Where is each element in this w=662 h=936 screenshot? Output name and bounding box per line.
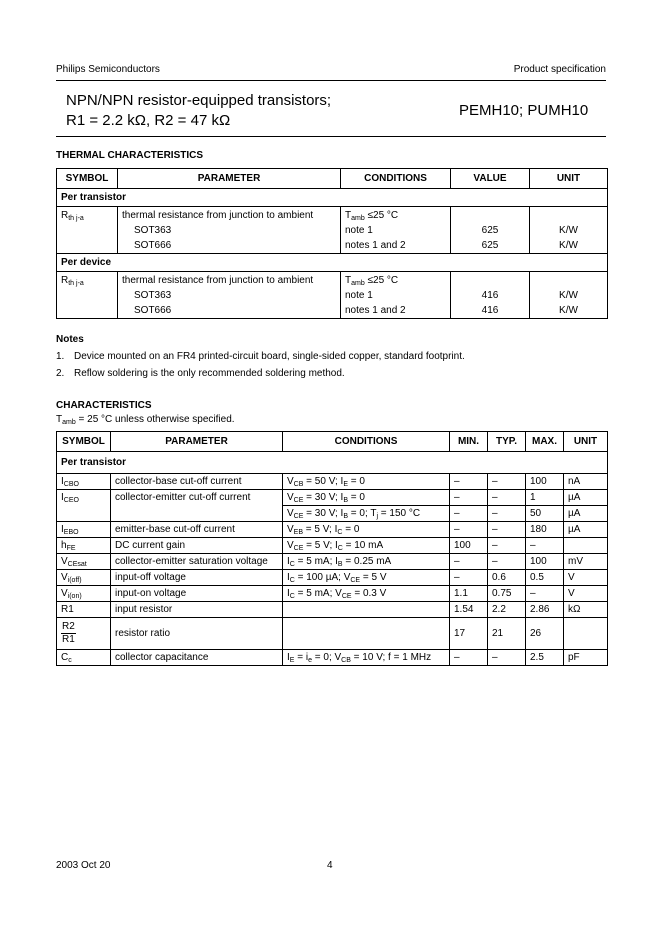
header-rule <box>56 80 606 81</box>
parameter-cell: thermal resistance from junction to ambient SOT363 SOT666 <box>118 272 341 319</box>
table-cell: V <box>564 586 608 602</box>
table-cell <box>57 490 111 506</box>
subscript-text: C <box>289 561 295 568</box>
table-row <box>57 522 608 538</box>
table-row <box>57 586 608 602</box>
table-cell: collector-emitter cut-off current <box>111 490 283 506</box>
cell-text: = 150 °C <box>378 508 421 519</box>
table-cell: input-on voltage <box>111 586 283 602</box>
table-cell: – <box>488 650 526 666</box>
table-cell: – <box>488 474 526 490</box>
table-cell: Per transistor <box>57 452 608 474</box>
table-cell: 2.86 <box>526 602 564 618</box>
characteristics-heading: CHARACTERISTICS <box>56 400 152 411</box>
table-cell: pF <box>564 650 608 666</box>
subscript-text: j <box>376 513 379 520</box>
group-row <box>57 189 608 207</box>
table-cell: µA <box>564 506 608 522</box>
value-cell: 625 625 <box>451 207 530 254</box>
table-cell: – <box>488 490 526 506</box>
table-row <box>57 618 608 650</box>
cell-text: = 5 mA; I <box>294 556 338 567</box>
subscript-text: B <box>343 513 349 520</box>
table-cell: 17 <box>450 618 488 650</box>
subscript-text: i(on) <box>67 593 82 600</box>
table-cell: 100 <box>526 554 564 570</box>
table-cell <box>57 586 111 602</box>
table-cell: input-off voltage <box>111 570 283 586</box>
conditions-cell: $T_{amb} \le 25$ °C note 1 notes 1 and 2 <box>341 272 451 319</box>
table-cell <box>57 538 111 554</box>
col-symbol: SYMBOL <box>57 169 118 189</box>
table-cell: – <box>488 554 526 570</box>
table-cell: 180 <box>526 522 564 538</box>
subscript-text: c <box>68 657 72 664</box>
cell-text: = 50 V; I <box>303 476 344 487</box>
table-cell: 0.6 <box>488 570 526 586</box>
table-cell: – <box>526 586 564 602</box>
table-cell: – <box>450 474 488 490</box>
cell-text: V <box>61 588 68 599</box>
table-cell: – <box>450 650 488 666</box>
table-cell: collector-base cut-off current <box>111 474 283 490</box>
characteristics-table <box>56 431 608 666</box>
page-number: 4 <box>327 860 333 871</box>
document-type: Product specification <box>513 64 606 75</box>
cell-text: = 5 V <box>360 572 387 583</box>
cell-text: I <box>61 524 64 535</box>
parameter-cell: thermal resistance from junction to ambient SOT363 SOT666 <box>118 207 341 254</box>
cell-text: ≤25 °C <box>364 210 399 221</box>
subscript-text: C <box>289 577 295 584</box>
cell-text: T <box>345 275 352 286</box>
subscript-text: CE <box>341 593 352 600</box>
subscript-text: B <box>343 497 349 504</box>
note-2 <box>56 368 345 379</box>
table-cell: 1.54 <box>450 602 488 618</box>
cell-text: = 0.3 V <box>351 588 387 599</box>
thermal-heading: THERMAL CHARACTERISTICS <box>56 150 204 161</box>
cell-text: R <box>61 275 69 286</box>
cell-text: I <box>61 476 64 487</box>
cell-text: ≤25 °C <box>364 275 399 286</box>
table-cell: resistor ratio <box>111 618 283 650</box>
table-row <box>57 554 608 570</box>
value-cell: 416 416 <box>451 272 530 319</box>
cell-text: = 0 <box>348 476 365 487</box>
thermal-header-row <box>57 169 608 189</box>
table-cell: collector-emitter saturation voltage <box>111 554 283 570</box>
table-row <box>57 602 608 618</box>
table-cell <box>283 506 450 522</box>
symbol-cell <box>57 207 118 254</box>
cell-text: T <box>345 210 352 221</box>
unit-cell: K/W K/W <box>530 272 608 319</box>
cell-text: Reflow soldering is the only recommended soldering method. <box>74 368 345 379</box>
table-cell <box>564 538 608 554</box>
subscript-text: B <box>337 561 343 568</box>
table-cell: 100 <box>526 474 564 490</box>
table-cell: 26 <box>526 618 564 650</box>
subscript-text: CE <box>350 577 361 584</box>
cell-text: = 0; T <box>348 508 377 519</box>
table-cell <box>57 650 111 666</box>
table-cell: Per transistor <box>57 189 608 207</box>
cell-text: T <box>56 414 63 425</box>
cell-text: = 5 V; I <box>303 524 338 535</box>
table-row <box>57 570 608 586</box>
table-row <box>57 207 608 254</box>
col-symbol: SYMBOL <box>57 432 111 452</box>
cell-text: = 0; V <box>311 652 342 663</box>
cell-text: = 0 <box>348 492 365 503</box>
cell-text: Device mounted on an FR4 printed-circuit board, single-sided copper, standard footprint. <box>74 351 465 362</box>
table-cell: input resistor <box>111 602 283 618</box>
table-cell: – <box>450 490 488 506</box>
table-cell <box>283 602 450 618</box>
table-cell <box>283 490 450 506</box>
cell-text: I <box>61 492 64 503</box>
table-cell: 2.5 <box>526 650 564 666</box>
cell-text: = 10 V; f = 1 MHz <box>350 652 432 663</box>
cell-text: 2. <box>56 368 65 379</box>
cell-text: = 10 mA <box>342 540 384 551</box>
cell-text: R2 <box>62 621 75 632</box>
col-unit: UNIT <box>564 432 608 452</box>
cell-text: I <box>287 588 290 599</box>
table-cell: mV <box>564 554 608 570</box>
subscript-text: C <box>337 545 343 552</box>
table-cell <box>283 650 450 666</box>
col-max: MAX. <box>526 432 564 452</box>
table-cell <box>57 506 111 522</box>
col-min: MIN. <box>450 432 488 452</box>
table-cell: 50 <box>526 506 564 522</box>
cell-text: I <box>287 572 290 583</box>
cell-text: 1. <box>56 351 65 362</box>
table-cell: µA <box>564 522 608 538</box>
table-cell: – <box>526 538 564 554</box>
subscript-text: CBO <box>63 481 79 488</box>
table-cell <box>57 554 111 570</box>
cell-text: = 30 V; I <box>303 508 344 519</box>
cell-text: V <box>287 524 294 535</box>
subscript-text: amb <box>351 215 365 222</box>
subscript-text: CEsat <box>67 561 87 568</box>
group-row <box>57 452 608 474</box>
cell-text: V <box>61 556 68 567</box>
characteristics-header-row <box>57 432 608 452</box>
cell-text: = 0 <box>342 524 360 535</box>
table-row <box>57 474 608 490</box>
cell-text: I <box>287 556 290 567</box>
table-cell: – <box>488 506 526 522</box>
cell-text: V <box>287 476 294 487</box>
subscript-text: CE <box>293 513 304 520</box>
table-cell: 0.5 <box>526 570 564 586</box>
table-cell <box>57 570 111 586</box>
cell-text: R <box>61 210 69 221</box>
thermal-table <box>56 168 608 319</box>
table-cell <box>283 554 450 570</box>
cell-text: = 5 mA; V <box>294 588 342 599</box>
cell-text: = 5 V; I <box>303 540 338 551</box>
table-cell: emitter-base cut-off current <box>111 522 283 538</box>
table-cell <box>564 618 608 650</box>
cell-text: V <box>287 540 294 551</box>
subscript-text: EBO <box>63 529 79 536</box>
table-cell: 2.2 <box>488 602 526 618</box>
table-row <box>57 490 608 506</box>
col-value: VALUE <box>451 169 530 189</box>
group-row <box>57 254 608 272</box>
col-typ: TYP. <box>488 432 526 452</box>
notes-heading: Notes <box>56 334 84 345</box>
table-cell <box>283 586 450 602</box>
characteristics-subtitle <box>56 414 235 425</box>
conditions-cell: $T_{amb} \le 25$ °C note 1 notes 1 and 2 <box>341 207 451 254</box>
subscript-text: E <box>289 657 295 664</box>
cell-text <box>61 621 76 646</box>
header-rule-bottom <box>56 136 606 137</box>
col-conditions: CONDITIONS <box>341 169 451 189</box>
subscript-text: E <box>343 481 349 488</box>
cell-text: h <box>61 540 67 551</box>
table-cell: collector capacitance <box>111 650 283 666</box>
table-row <box>57 538 608 554</box>
table-cell: V <box>564 570 608 586</box>
subscript-text: C <box>337 529 343 536</box>
table-cell <box>283 570 450 586</box>
subscript-text: amb <box>62 419 76 426</box>
table-cell <box>111 506 283 522</box>
col-conditions: CONDITIONS <box>283 432 450 452</box>
subscript-text: EB <box>293 529 304 536</box>
company-name: Philips Semiconductors <box>56 64 160 75</box>
page-title <box>66 91 331 131</box>
table-cell: – <box>450 554 488 570</box>
table-cell: – <box>488 538 526 554</box>
subscript-text: i(off) <box>67 577 82 584</box>
table-cell: 21 <box>488 618 526 650</box>
cell-text: V <box>287 492 294 503</box>
table-row <box>57 650 608 666</box>
subscript-text: e <box>308 657 312 664</box>
table-cell <box>283 618 450 650</box>
table-row <box>57 272 608 319</box>
cell-text: V <box>61 572 68 583</box>
col-parameter: PARAMETER <box>118 169 341 189</box>
subscript-text: CB <box>341 657 351 664</box>
title-line-2: R1 = 2.2 kΩ, R2 = 47 kΩ <box>66 112 231 129</box>
part-number: PEMH10; PUMH10 <box>459 102 589 119</box>
table-row <box>57 506 608 522</box>
cell-text: = 30 V; I <box>303 492 344 503</box>
col-parameter: PARAMETER <box>111 432 283 452</box>
note-1 <box>56 351 465 362</box>
table-cell: nA <box>564 474 608 490</box>
title-line-1: NPN/NPN resistor-equipped transistors; <box>66 92 332 109</box>
subscript-text: th j-a <box>68 280 84 287</box>
subscript-text: CE <box>293 497 304 504</box>
table-cell: – <box>488 522 526 538</box>
subscript-text: amb <box>351 280 365 287</box>
table-cell <box>57 474 111 490</box>
table-cell: Per device <box>57 254 608 272</box>
subscript-text: CEO <box>63 497 79 504</box>
table-cell <box>283 474 450 490</box>
table-cell: µA <box>564 490 608 506</box>
table-cell: – <box>450 570 488 586</box>
cell-text: = 100 µA; V <box>294 572 351 583</box>
table-cell: R1 <box>57 602 111 618</box>
cell-text: C <box>61 652 69 663</box>
cell-text: = 25 °C unless otherwise specified. <box>75 414 235 425</box>
subscript-text: C <box>289 593 295 600</box>
cell-text: V <box>287 508 294 519</box>
table-cell: kΩ <box>564 602 608 618</box>
table-cell <box>57 522 111 538</box>
table-cell <box>283 522 450 538</box>
col-unit: UNIT <box>530 169 608 189</box>
table-cell: DC current gain <box>111 538 283 554</box>
resistor-ratio-symbol <box>57 618 111 650</box>
subscript-text: th j-a <box>68 215 84 222</box>
cell-text: = i <box>294 652 309 663</box>
symbol-cell <box>57 272 118 319</box>
subscript-text: CE <box>293 545 304 552</box>
cell-text: I <box>287 652 290 663</box>
table-cell: – <box>450 522 488 538</box>
table-cell: – <box>450 506 488 522</box>
unit-cell: K/W K/W <box>530 207 608 254</box>
table-cell: 0.75 <box>488 586 526 602</box>
table-cell: 100 <box>450 538 488 554</box>
footer-date: 2003 Oct 20 <box>56 860 111 871</box>
table-cell: 1.1 <box>450 586 488 602</box>
table-cell: 1 <box>526 490 564 506</box>
cell-text: = 0.25 mA <box>342 556 392 567</box>
cell-text: R1 <box>62 634 75 645</box>
subscript-text: FE <box>66 545 76 552</box>
subscript-text: CB <box>293 481 304 488</box>
table-cell <box>283 538 450 554</box>
